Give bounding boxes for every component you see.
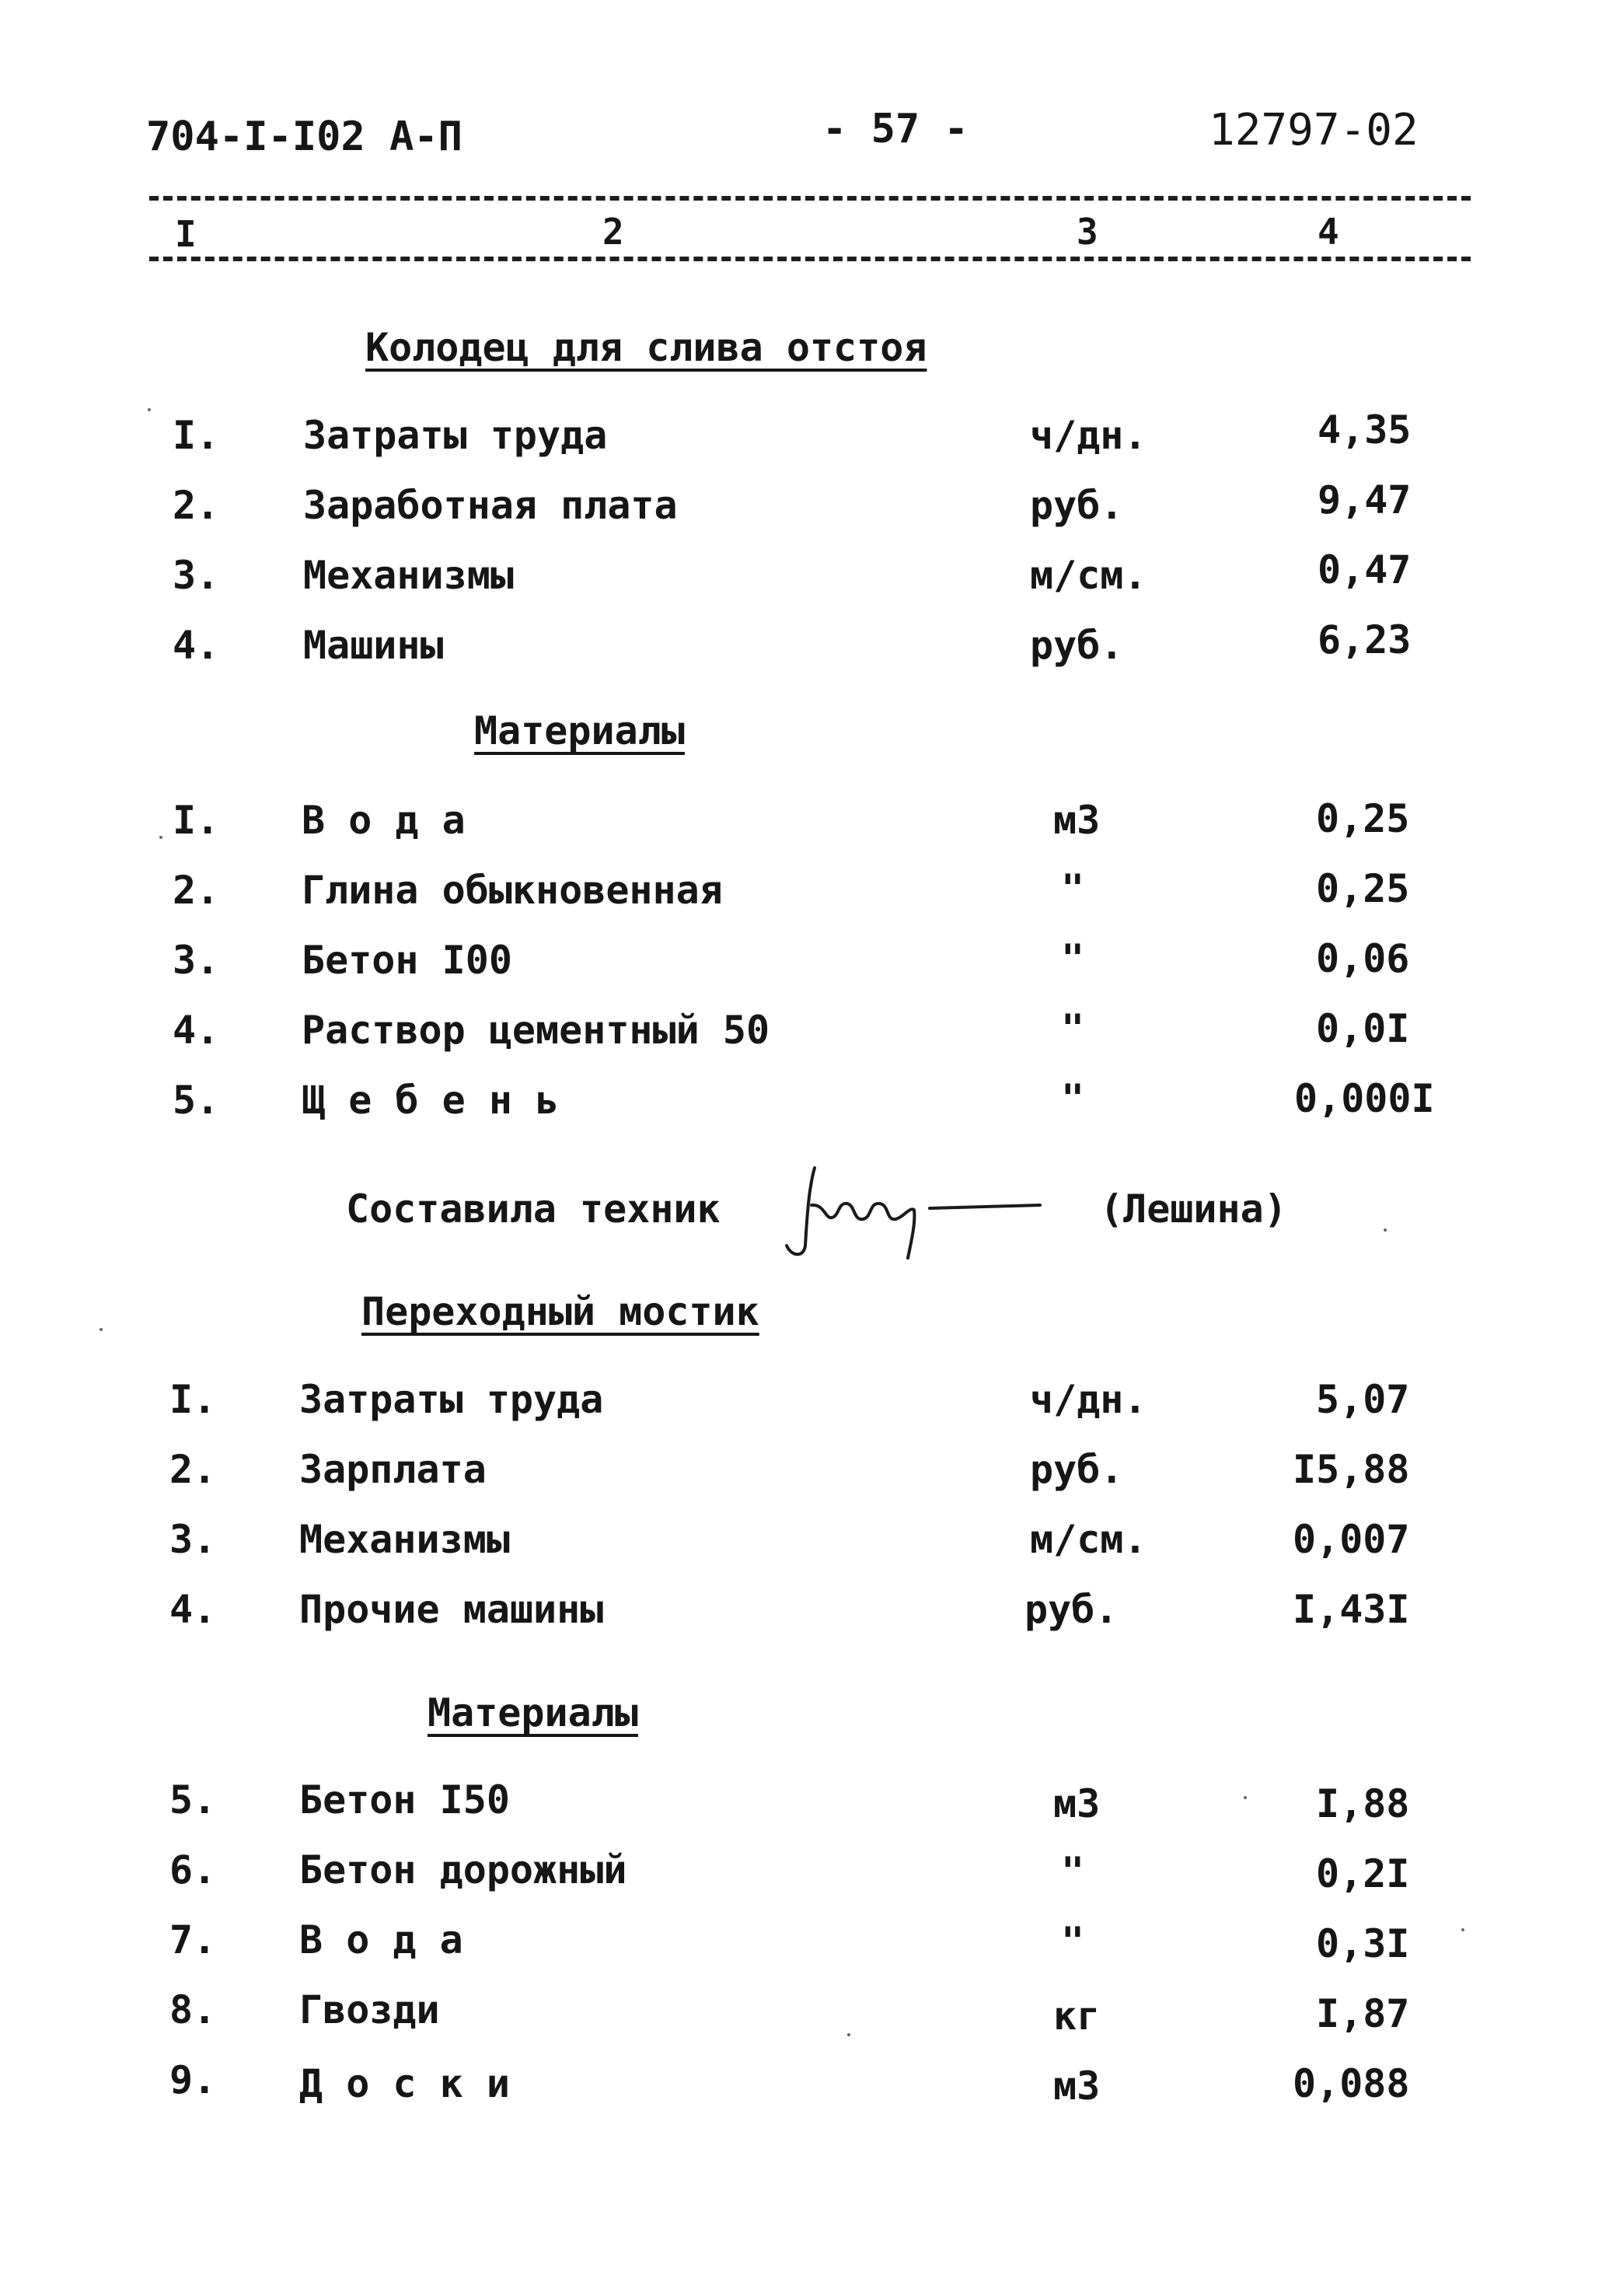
row-number: 2. [169,1447,217,1492]
row-name: Глина обыкновенная [302,868,723,913]
row-value: 9,47 [1318,477,1412,522]
row-value: 0,000I [1294,1076,1435,1121]
row-value: 0,2I [1316,1851,1410,1896]
section-title-settling-well: Колодец для слива отстоя [365,325,927,370]
row-name: Гвозди [299,1987,440,2032]
scan-speck [1244,1796,1247,1799]
column-number-2: 2 [602,211,624,253]
scan-speck [159,836,162,839]
bottom-dashed-rule [149,257,1471,261]
scan-speck [148,408,151,411]
row-name: Зарплата [299,1447,487,1492]
row-number: I. [173,413,220,458]
row-name: Д о с к и [299,2061,510,2106]
row-name: Бетон дорожный [299,1847,627,1892]
row-number: 6. [169,1847,217,1892]
row-value: 0,007 [1293,1517,1410,1562]
row-value: I,87 [1316,1991,1410,2036]
row-number: I. [173,798,220,843]
row-unit: м3 [1053,798,1101,843]
row-value: 0,47 [1318,547,1412,592]
row-unit: " [1061,936,1085,981]
row-name: Раствор цементный 50 [302,1008,770,1053]
row-name: Заработная плата [303,483,678,528]
column-number-3: 3 [1077,211,1098,253]
scan-speck [99,1328,103,1331]
document-code: 704-I-I02 А-П [146,114,462,160]
row-name: Затраты труда [299,1377,604,1422]
row-number: 9. [169,2057,217,2102]
section-title-materials: Материалы [474,708,685,753]
row-unit: ч/дн. [1030,1377,1147,1422]
row-value: 6,23 [1318,617,1412,662]
row-value: 0,0I [1316,1006,1410,1051]
row-value: I5,88 [1293,1447,1410,1492]
row-unit: " [1061,1006,1085,1051]
row-value: 5,07 [1316,1377,1410,1422]
row-number: 4. [173,1008,220,1053]
signature-icon [777,1158,1057,1267]
row-unit: " [1061,1849,1085,1894]
row-number: 2. [173,483,220,528]
row-name: Прочие машины [299,1587,604,1632]
compiler-name: (Лешина) [1100,1186,1287,1232]
row-value: 0,088 [1293,2061,1410,2106]
row-name: Затраты труда [303,413,608,458]
row-name: В о д а [299,1917,463,1962]
row-number: 3. [173,553,220,598]
row-unit: " [1061,1076,1085,1121]
row-unit: руб. [1030,1447,1124,1492]
row-unit: м3 [1053,2064,1101,2109]
compiled-by-label: Составила техник [346,1186,721,1232]
row-number: I. [169,1377,217,1422]
row-number: 2. [173,868,220,913]
scan-speck [1384,1228,1387,1232]
row-number: 4. [173,623,220,668]
page-number: - 57 - [822,106,969,152]
row-name: Машины [303,623,444,668]
row-unit: м/см. [1030,553,1147,598]
row-unit: " [1061,1919,1085,1964]
scan-speck [1461,1928,1464,1931]
row-name: В о д а [302,798,466,843]
row-unit: кг [1053,1994,1101,2039]
row-value: 0,3I [1316,1921,1410,1966]
row-number: 3. [169,1517,217,1562]
row-unit: руб. [1024,1587,1119,1632]
column-number-1: I [175,213,197,255]
section-title-crossing-bridge: Переходный мостик [361,1289,759,1334]
row-name: Бетон I50 [299,1777,510,1822]
row-value: 0,25 [1316,796,1410,841]
row-number: 7. [169,1917,217,1962]
top-dashed-rule [149,196,1471,201]
row-name: Механизмы [299,1517,510,1562]
row-number: 5. [169,1777,217,1822]
row-unit: " [1061,866,1085,911]
row-name: Бетон I00 [302,938,512,983]
row-unit: м3 [1053,1781,1101,1826]
row-value: I,88 [1316,1781,1410,1826]
row-value: 0,06 [1316,936,1410,981]
row-name: Механизмы [303,553,514,598]
row-number: 3. [173,938,220,983]
row-name: Щ е б е н ь [302,1078,560,1123]
column-number-4: 4 [1318,211,1339,253]
row-unit: ч/дн. [1030,413,1147,458]
row-unit: руб. [1030,483,1124,528]
archive-number: 12797-02 [1209,105,1419,156]
row-number: 5. [173,1078,220,1123]
section-title-materials-2: Материалы [428,1690,638,1735]
scan-speck [847,2033,850,2036]
row-unit: руб. [1030,623,1124,668]
row-unit: м/см. [1030,1517,1147,1562]
row-value: 4,35 [1318,407,1412,453]
row-number: 4. [169,1587,217,1632]
row-number: 8. [169,1987,217,2032]
row-value: 0,25 [1316,866,1410,911]
row-value: I,43I [1293,1587,1410,1632]
